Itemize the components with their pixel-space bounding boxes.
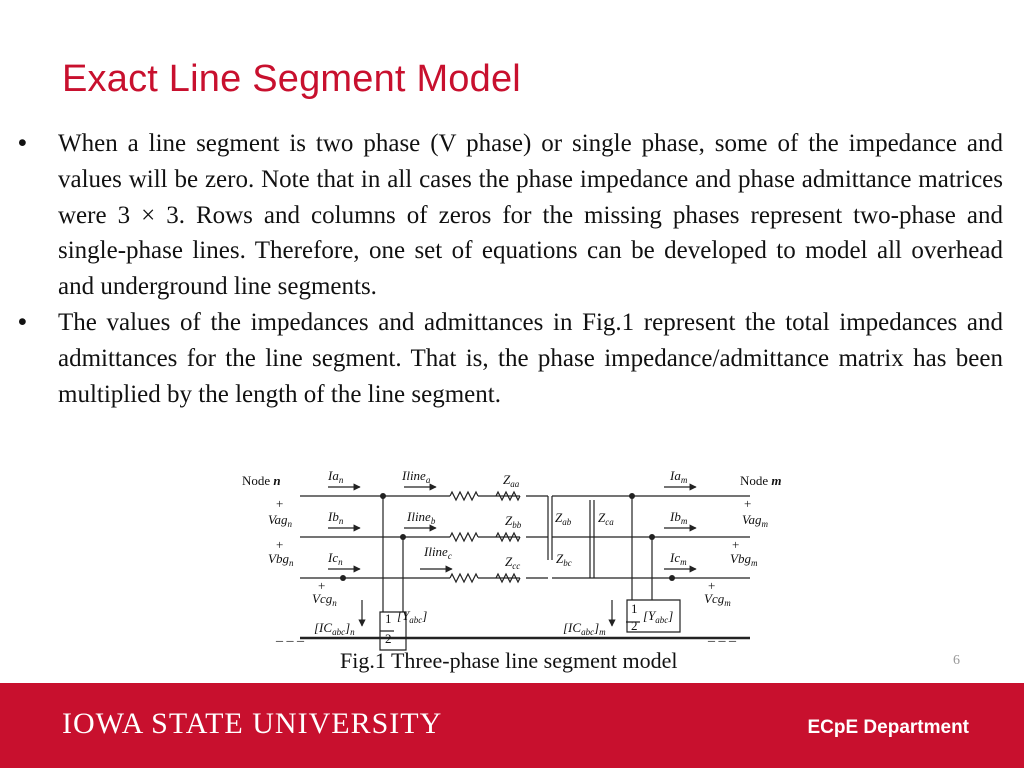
- svg-text:Zaa: $Z_{aa}$: [503, 472, 520, 489]
- svg-text:2: 2: [385, 631, 392, 646]
- page-number: 6: [953, 653, 960, 668]
- svg-text:Vbgm: Vbg$_m$: [730, 551, 758, 568]
- svg-text:+: +: [732, 537, 740, 552]
- svg-text:[Yabc]: $[Y_{abc}]$: [643, 608, 674, 625]
- bullet-text: The values of the impedances and admittances in Fig.1 represent the total impedances and admittances for the line segment. That is, the phase impedance/admittance matrix has been multiplied by the length of the line segment.: [58, 308, 1003, 408]
- line-segment-diagram: [226, 462, 786, 652]
- bullet-list: [18, 126, 1003, 412]
- footer-bar: [0, 683, 1024, 768]
- svg-text:+: +: [276, 496, 284, 511]
- svg-text:Ilinec: Iline$_c$: [424, 544, 452, 561]
- svg-text:Vbgn: Vbg$_n$: [268, 551, 294, 568]
- svg-text:Icm: $Ic_m$: [670, 550, 687, 567]
- node-m-label: Node: [740, 473, 769, 488]
- svg-text:Vagn: Vag$_n$: [268, 512, 292, 529]
- svg-text:Zab: $Z_{ab}$: [555, 510, 572, 527]
- svg-text:Ian: $Ia_n$: [328, 468, 344, 485]
- node-n-label: Node: [242, 473, 271, 488]
- svg-text:Node n: Node n: [242, 473, 281, 488]
- bullet-text: When a line segment is two phase (V phase) or single phase, some of the impedance and values will be zero. Note that in all cases the phase impedance and phase admittance matrices were 3 × 3. Rows and columns of zeros for the missing phases represent two-phase and single-phase lines. Therefore, one set of equations can be developed to model all overhead and underground line segments.: [58, 130, 1003, 301]
- svg-text:+: +: [744, 496, 752, 511]
- svg-text:Ilinea: Iline$_a$: [402, 468, 431, 485]
- svg-text:Ilineb: Iline$_b$: [407, 509, 436, 526]
- svg-text:1: 1: [631, 601, 638, 616]
- svg-text:Vagm: Vag$_m$: [742, 512, 768, 529]
- left-shunt-branch: [380, 496, 406, 650]
- svg-text:1: 1: [385, 611, 392, 626]
- svg-text:[ICabc]m: $[IC_{abc}]_m$: [563, 620, 606, 637]
- svg-text:Ibm: $Ib_m$: [670, 509, 688, 526]
- figure-caption: Fig.1 Three-phase line segment model: [340, 648, 678, 673]
- svg-text:Iam: $Ia_m$: [670, 468, 688, 485]
- diagram-labels: [242, 468, 782, 646]
- university-name: IOWA STATE UNIVERSITY: [62, 707, 443, 740]
- svg-text:Vcgn: Vcg$_n$: [312, 591, 337, 608]
- svg-text:Vcgm: Vcg$_m$: [704, 591, 731, 608]
- svg-text:Zcc: $Z_{cc}$: [505, 554, 521, 571]
- bullet-item: [18, 126, 1003, 305]
- svg-text:Zbc: $Z_{bc}$: [556, 551, 572, 568]
- svg-text:Node m: Node m: [740, 473, 782, 488]
- circuit-svg: [226, 462, 786, 652]
- svg-text:[ICabc]n: $[IC_{abc}]_n$: [314, 620, 355, 637]
- svg-text:_ _ _: _ _ _: [276, 629, 304, 644]
- bullet-item: [18, 305, 1003, 412]
- svg-text:Zca: $Z_{ca}$: [598, 510, 614, 527]
- svg-text:+: +: [708, 578, 716, 593]
- svg-text:Zbb: $Z_{bb}$: [505, 513, 522, 530]
- svg-text:[Yabc]: $[Y_{abc}]$: [397, 608, 428, 625]
- svg-text:_ _ _: _ _ _: [708, 629, 736, 644]
- svg-text:Icn: $Ic_n$: [328, 550, 343, 567]
- bullet-dot: •: [18, 129, 27, 157]
- department-name: ECpE Department: [807, 717, 969, 738]
- svg-text:+: +: [276, 537, 284, 552]
- svg-text:2: 2: [631, 618, 638, 633]
- bullet-dot: •: [18, 307, 27, 336]
- slide-title: Exact Line Segment Model: [62, 58, 521, 100]
- svg-text:+: +: [318, 578, 326, 593]
- svg-text:Ibn: $Ib_n$: [328, 509, 344, 526]
